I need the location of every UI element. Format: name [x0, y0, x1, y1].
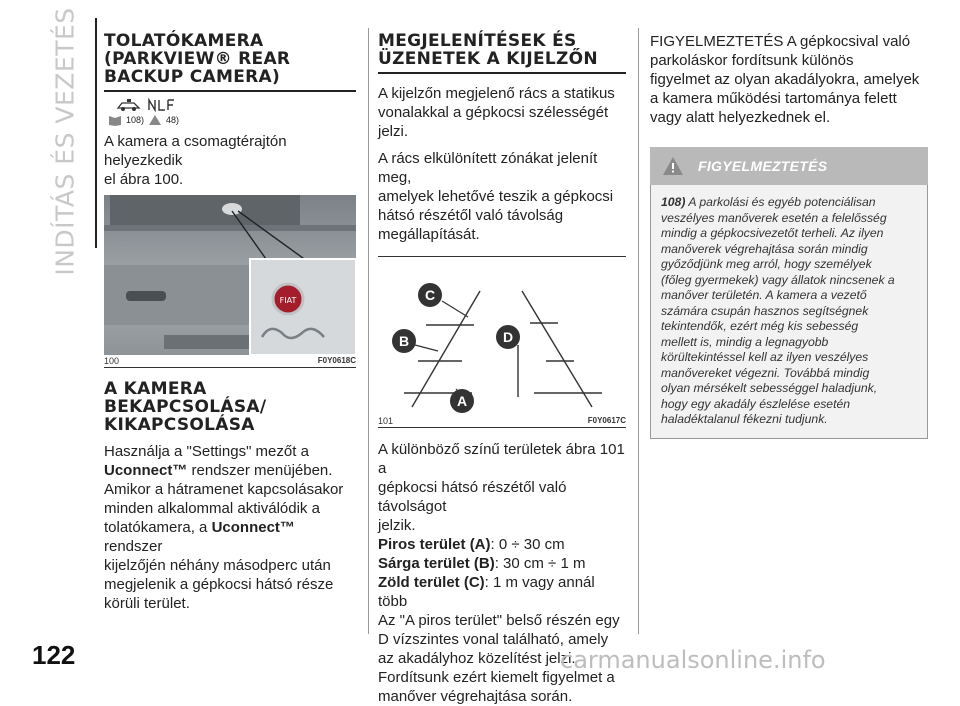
- red-zone-line: Piros terület (A): 0 ÷ 30 cm: [378, 536, 565, 553]
- watermark: carmanualsonline.info: [560, 646, 826, 674]
- green-zone-line: Zöld terület (C): 1 m vagy annál több: [378, 574, 595, 610]
- column-divider: [368, 28, 369, 634]
- warning-ref: 108): [661, 195, 686, 209]
- column-2: [378, 32, 626, 706]
- zone-label-a: [450, 389, 474, 413]
- zone-label-d: [496, 325, 520, 349]
- column-3: [650, 32, 928, 439]
- warning-box-header: [650, 147, 928, 185]
- warning-triangle-icon: [148, 114, 162, 126]
- heading-camera-on-off: A KAMERA BEKAPCSOLÁSA/ KIKAPCSOLÁSA: [104, 379, 267, 435]
- svg-text:FIAT: FIAT: [279, 296, 297, 305]
- side-rule: [95, 18, 97, 248]
- section-side-title: [40, 7, 90, 276]
- heading-rule: [378, 72, 626, 74]
- zone-label-b: [392, 329, 416, 353]
- page-number: 122: [32, 640, 76, 670]
- heading-rear-camera: TOLATÓKAMERA (PARKVIEW® REAR BACKUP CAMERA): [104, 31, 291, 87]
- column-divider: [638, 28, 639, 634]
- figure-101-caption: 101 F0Y0617C: [378, 416, 626, 426]
- intro-paragraph: A kamera a csomagtérajtón helyezkedik el ábra 100.: [104, 133, 287, 188]
- grid-paragraph: A kijelzőn megjelenő rács a statikus vonalakkal a gépkocsi szélességét jelzi.: [378, 85, 615, 140]
- side-title-text: INDÍTÁS ÉS VEZETÉS: [50, 7, 80, 276]
- ref-108[interactable]: 108): [126, 115, 145, 125]
- warning-triangle-icon: [662, 156, 684, 176]
- feature-icons: [116, 96, 356, 112]
- attention-paragraph: FIGYELMEZTETÉS A gépkocsival való parkoláskor fordítsunk különös figyelmet az olyan akadályokra, amelyek a kamera működési tartománya felett vagy alatt helyezkednek el.: [650, 33, 920, 126]
- zones-paragraph: A rács elkülönített zónákat jelenít meg, amelyek lehetővé teszik a gépkocsi hátsó részétől való távolság megállapítását.: [378, 150, 614, 243]
- figure-100-rear-car-photo: [104, 195, 356, 355]
- reference-marks: [108, 114, 356, 126]
- svg-text:A: A: [456, 393, 468, 409]
- car-brand-marks-icon: [146, 96, 176, 112]
- ref-48[interactable]: 48): [166, 115, 180, 125]
- camera-on-off-paragraph: Használja a "Settings" mezőt a Uconnect™ rendszer menüjében. Amikor a hátramenet kapcsolásakor minden alkalommal aktiválódik a tolatókamera, a Uconnect™ rendszer kijelzőjén néhány másodperc után megjelenik a gépkocsi hátsó része körüli terület.: [104, 443, 344, 612]
- zone-label-c: [418, 283, 442, 307]
- svg-text:B: B: [398, 333, 410, 349]
- warning-title: FIGYELMEZTETÉS: [698, 158, 828, 174]
- warning-box-body: 108) A parkolási és egyéb potenciálisan veszélyes manőverek esetén a felelősség mindig a gépkocsivezetőt terheli. Az ilyen manőverek végrehajtása során mindig győződjünk meg arról, hogy személyek (főleg gyermekek) vagy állatok nincsenek a manőver területén. A kamera a vezető számára csupán hasznos segítségnek tekintendők, ezért még kis sebesség mellett is, mindig a legnagyobb körültekintéssel kell az ilyen veszélyes manővereket végezni. Továbbá mindig olyan mérsékelt sebességgel haladjunk, hogy egy akadály észlelése esetén haladéktalanul fékezni tudjunk.: [650, 185, 928, 439]
- figure-100-caption: 100 F0Y0618C: [104, 356, 356, 366]
- heading-display-messages: MEGJELENÍTÉSEK ÉS ÜZENETEK A KIJELZŐN: [378, 31, 598, 69]
- column-1: [104, 32, 356, 613]
- figure-101-distance-grid: [378, 256, 626, 415]
- book-icon: [108, 114, 122, 126]
- svg-text:D: D: [502, 329, 514, 345]
- car-rear-camera-icon: [116, 98, 142, 112]
- yellow-zone-line: Sárga terület (B): 30 cm ÷ 1 m: [378, 555, 586, 572]
- heading-rule: [104, 90, 356, 92]
- svg-text:C: C: [424, 287, 436, 303]
- colored-zones-paragraph: A különböző színű területek ábra 101 a gépkocsi hátsó részétől való távolságot jelzik. Piros terület (A): 0 ÷ 30 cm Sárga terület (B): 30 cm ÷ 1 m Zöld terület (C): 1 m vagy annál több Az "A piros terület" belső részén egy D vízszintes vonal található, amely az akadályhoz közelítést jelzi. Fordítsunk ezért kiemelt figyelmet a manőver végrehajtása során.: [378, 441, 625, 705]
